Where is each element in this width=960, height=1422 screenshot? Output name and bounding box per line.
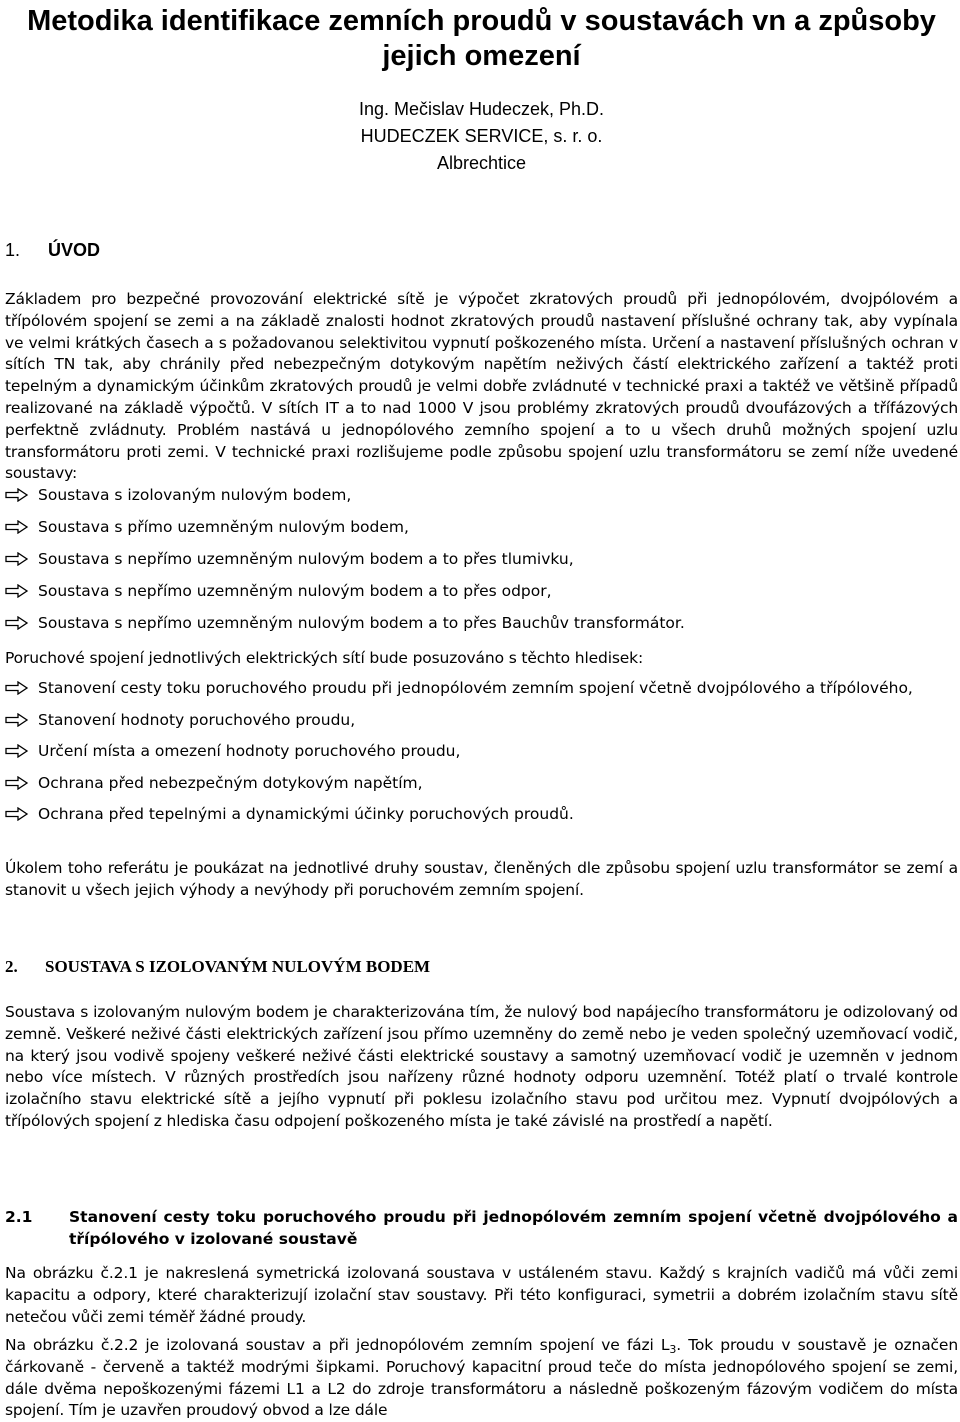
list-item-text: Určení místa a omezení hodnoty poruchového proudu, xyxy=(38,742,461,760)
section-title: SOUSTAVA S IZOLOVANÝM NULOVÝM BODEM xyxy=(45,957,431,976)
list-item-text: Ochrana před tepelnými a dynamickými účinky poruchových proudů. xyxy=(38,805,574,823)
subsection-title: Stanovení cesty toku poruchového proudu při jednopólovém zemním spojení včetně dvojpólového a třípólového v izolované soustavě xyxy=(69,1208,958,1248)
list-item xyxy=(5,773,958,795)
list-item xyxy=(5,517,958,539)
list-item-text: Stanovení hodnoty poruchového proudu, xyxy=(38,710,356,729)
paragraph: Na obrázku č.2.1 je nakreslená symetrická izolovaná soustava v ustáleném stavu. Každý s krajních vadičů má vůči zemi kapacitu a odpory, které charakterizují izolační stav soustavy. Při této konfiguraci, symetrii a dobrém izolačním stavu sítě netečou vůči zemi téměř žádné proudy. xyxy=(5,1264,958,1326)
author-block xyxy=(5,96,958,177)
hlediska-list xyxy=(5,678,958,836)
arrow-bullet-icon xyxy=(5,776,29,790)
paper-title: Metodika identifikace zemních proudů v soustavách vn a způsoby jejich omezení xyxy=(27,5,936,72)
section-heading-izolovany xyxy=(5,957,430,977)
list-item-text: Soustava s nepřímo uzemněným nulovým bodem a to přes tlumivku, xyxy=(38,550,574,568)
list-item xyxy=(5,485,958,507)
list-item-text: Stanovení cesty toku poruchového proudu při jednopólovém zemním spojení včetně dvojpólového a třípólového, xyxy=(38,679,913,697)
arrow-bullet-icon xyxy=(5,713,29,727)
list-item xyxy=(5,678,958,700)
arrow-bullet-icon xyxy=(5,520,29,534)
subsection-number: 2.1 xyxy=(5,1208,33,1226)
list-item xyxy=(5,549,958,571)
list-item-text: Soustava s přímo uzemněným nulovým bodem, xyxy=(38,518,409,536)
list-item xyxy=(5,613,958,635)
list-item-text: Ochrana před nebezpečným dotykovým napětím, xyxy=(38,773,423,792)
list-item-text: Soustava s nepřímo uzemněným nulovým bodem a to přes odpor, xyxy=(38,582,552,600)
paragraph-text: Na obrázku č.2.2 je izolovaná soustav a při jednopólovém zemním spojení ve fázi L xyxy=(5,1336,670,1354)
soustavy-list xyxy=(5,485,958,645)
paragraph-text: . Tok proudu v soustavě je označen čárkovaně - červeně a taktéž modrými šipkami. Poruchový kapacitní proud teče do místa jednopólového spojení se zemi, dále dvěma nepoškozenými fázemi L1 a L2 do zdroje transformátoru a následně poškozeným fázovým vodičem do místa spojení. Tím je uzavřen proudový obvod a lze dále xyxy=(5,1336,958,1420)
section-number: 2. xyxy=(5,957,18,976)
author-company: HUDECZEK SERVICE, s. r. o. xyxy=(360,126,603,146)
section-heading-uvod xyxy=(5,240,100,261)
section-title: ÚVOD xyxy=(48,240,101,260)
list-item xyxy=(5,741,958,763)
author-city: Albrechtice xyxy=(436,153,527,173)
phase-subscript: 3 xyxy=(669,1343,677,1356)
paragraph: Soustava s izolovaným nulovým bodem je charakterizována tím, že nulový bod napájecího transformátoru je odizolovaný od zemně. Veškeré neživé části elektrických zařízení jsou přímo uzemněny do země nebo je veden společný uzemňovací vodič, na který jsou vodivě spojeny veškeré neživé části elektrické soustavy a samotný uzemňovací vodič je uzemněn v jednom nebo více místech. V různých prostředích jsou nařízeny různé hodnoty odporu uzemnění. Totéž platí o trvalé kontrole izolačního stavu elektrické sítě a jejího vypnutí při poklesu izolačního stavu pod určitou mez. Vypnutí dvojpólových a třípólových spojení z hlediska času odpojení poškozeného místa je také závislé na prostředí a napětí. xyxy=(5,1003,958,1130)
arrow-bullet-icon xyxy=(5,488,29,502)
arrow-bullet-icon xyxy=(5,681,29,695)
arrow-bullet-icon xyxy=(5,744,29,758)
paragraph: Poruchové spojení jednotlivých elektrických sítí bude posuzováno s těchto hledisek: xyxy=(5,649,644,667)
subsection-heading xyxy=(5,1206,958,1250)
list-item xyxy=(5,804,958,826)
document-page xyxy=(5,0,958,1420)
paragraph: Základem pro bezpečné provozování elektrické sítě je výpočet zkratových proudů při jednopólovém, dvojpólovém a třípólovém spojení se zemi a na základě znalosti hodnot zkratových proudů nastavení příslušné ochrany tak, aby vypínala ve velmi krátkých časech a s požadovanou selektivitou vypnutí poškozeného místa. Určení a nastavení příslušných ochran v sítích TN tak, aby chránily před nebezpečným dotykovým napětím neživých částí elektrického zařízení a taktéž proti tepelným a dynamickým účinkům zkratových proudů je velmi dobře zvládnuté v technické praxi a taktéž ve většině případů realizované na základě výpočtů. V sítích IT a to nad 1000 V jsou problémy zkratových proudů dvoufázových a třífázových perfektně zvládnuty. Problém nastává u jednopólového zemního spojení a to u všech druhů možných spojení uzlu transformátoru proti zemi. V technické praxi rozlišujeme podle způsobu spojení uzlu transformátoru se zemí níže uvedené soustavy: xyxy=(5,290,958,483)
arrow-bullet-icon xyxy=(5,807,29,821)
author-name: Ing. Mečislav Hudeczek, Ph.D. xyxy=(358,99,605,119)
list-item-text: Soustava s nepřímo uzemněným nulovým bodem a to přes Bauchův transformátor. xyxy=(38,614,685,632)
section-number: 1. xyxy=(5,240,21,260)
list-item-text: Soustava s izolovaným nulovým bodem, xyxy=(38,486,352,504)
arrow-bullet-icon xyxy=(5,616,29,630)
list-item xyxy=(5,710,958,732)
paragraph: Úkolem toho referátu je poukázat na jednotlivé druhy soustav, členěných dle způsobu spojení uzlu transformátor se zemí a stanovit u všech jejich výhody a nevýhody při poruchovém zemním spojení. xyxy=(5,859,958,899)
arrow-bullet-icon xyxy=(5,552,29,566)
list-item xyxy=(5,581,958,603)
paragraph-phase-fault xyxy=(5,1335,958,1422)
arrow-bullet-icon xyxy=(5,584,29,598)
